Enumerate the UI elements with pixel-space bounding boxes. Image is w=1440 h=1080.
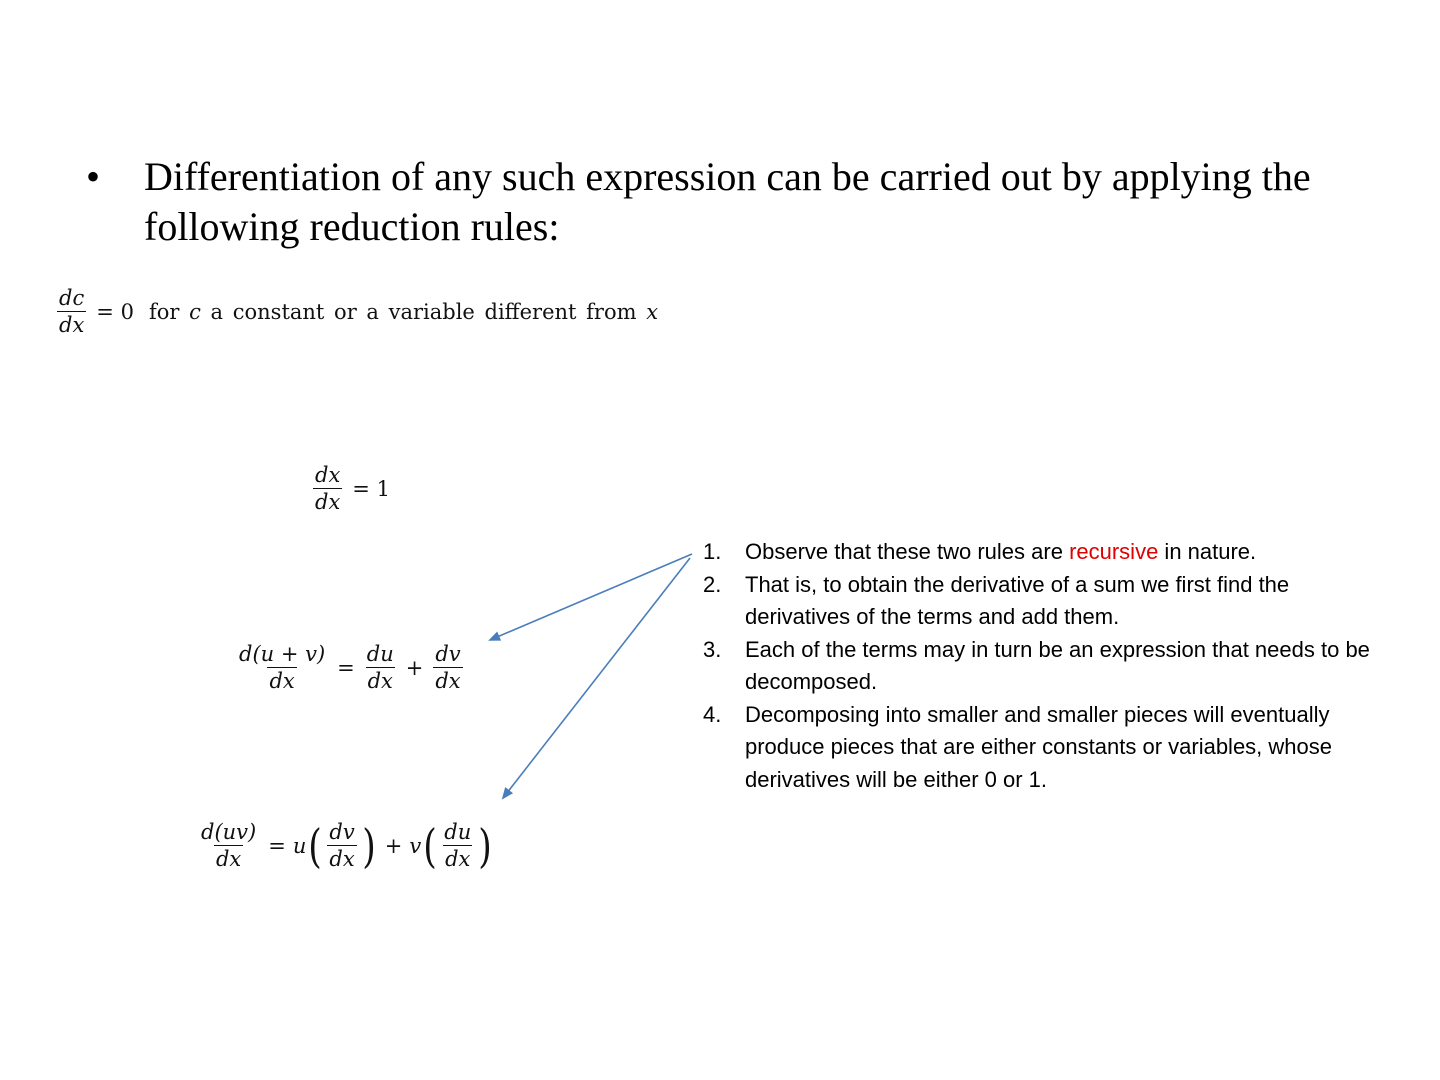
plus-sign: + (384, 834, 403, 858)
fraction-numerator: dx (315, 463, 341, 487)
right-paren: ) (361, 818, 376, 873)
bullet-marker: • (86, 154, 101, 199)
description-text: a constant or a variable different from (210, 300, 637, 324)
rule-product (196, 818, 494, 873)
fraction-lhs (237, 644, 327, 692)
rule-constant-description (149, 300, 658, 324)
bullet-point (86, 152, 1416, 252)
fraction-numerator: d(u + v) (239, 642, 326, 666)
fraction-denominator: dx (59, 313, 85, 337)
rule-sum (234, 644, 466, 692)
list-number: 1. (703, 539, 722, 564)
note-text: Each of the terms may in turn be an expression that needs to be decomposed. (745, 636, 1370, 694)
fraction-numerator: dv (329, 820, 355, 844)
note-text-start: Observe that these two rules are (745, 539, 1070, 564)
bullet-text: Differentiation of any such expression can be carried out by applying the following reduction rules: (144, 154, 1311, 249)
fraction-numerator: d(uv) (201, 820, 257, 844)
fraction-denominator: dx (269, 669, 295, 693)
equals-sign: = (337, 656, 355, 680)
symbol-v: v (409, 834, 422, 858)
arrow-to-product-rule (503, 558, 690, 798)
list-item (703, 699, 1393, 797)
arrow-to-sum-rule (490, 554, 692, 640)
fraction-numerator: dv (435, 642, 461, 666)
fraction-denominator: dx (435, 669, 461, 693)
fraction-numerator: du (444, 820, 472, 844)
fraction-denominator: dx (315, 490, 341, 514)
symbol-u: u (292, 834, 307, 858)
symbol-c: c (189, 300, 201, 324)
list-item (703, 536, 1393, 569)
word-for: for (148, 300, 180, 324)
left-paren: ( (308, 818, 323, 873)
symbol-x: x (646, 300, 659, 324)
list-number: 3. (703, 636, 722, 662)
fraction-numerator: dc (59, 286, 85, 310)
fraction-du-dx (442, 822, 473, 870)
fraction-dv-dx (327, 822, 356, 870)
fraction-denominator: dx (215, 847, 242, 871)
rule-constant (54, 288, 658, 336)
fraction-dc-dx (57, 288, 86, 336)
rule-variable (310, 465, 397, 513)
fraction-denominator: dx (367, 669, 393, 693)
fraction-numerator: du (366, 642, 394, 666)
fraction-denominator: dx (329, 847, 355, 871)
fraction-denominator: dx (445, 847, 471, 871)
fraction-dx-dx (313, 465, 342, 513)
list-number: 4. (703, 701, 722, 727)
note-text: Decomposing into smaller and smaller pieces will eventually produce pieces that are either constants or variables, whose derivatives will be either 0 or 1. (745, 701, 1332, 792)
equals-sign: = (268, 834, 286, 858)
right-paren: ) (478, 818, 492, 873)
note-text-end: in nature. (1158, 539, 1257, 564)
left-paren: ( (423, 818, 437, 873)
equals-zero: = 0 (96, 300, 134, 324)
highlighted-word: recursive (1069, 539, 1159, 564)
list-item (703, 569, 1393, 634)
fraction-du-dx (365, 644, 396, 692)
notes-list (703, 536, 1393, 796)
list-item (703, 634, 1393, 699)
fraction-dv-dx (433, 644, 462, 692)
plus-sign: + (405, 656, 424, 680)
equals-one: = 1 (352, 477, 390, 501)
list-number: 2. (703, 571, 722, 597)
note-text: That is, to obtain the derivative of a sum we first find the derivatives of the terms and add them. (745, 571, 1290, 629)
fraction-lhs (199, 822, 258, 870)
